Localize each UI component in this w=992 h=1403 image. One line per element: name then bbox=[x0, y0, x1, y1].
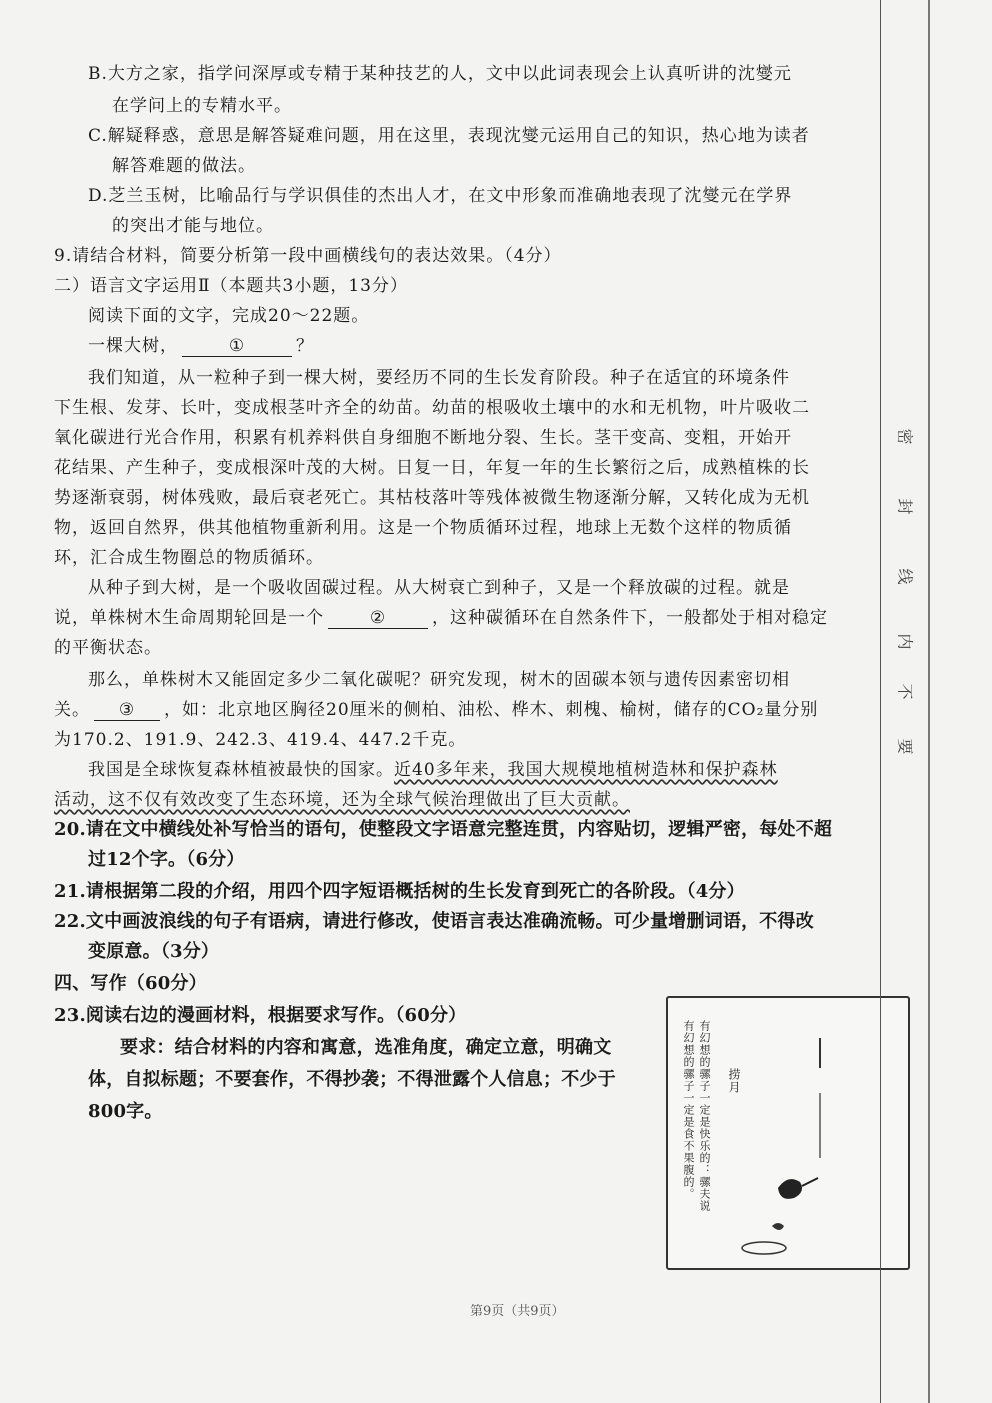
p4-line2-wavy: 活动，这不仅有效改变了生态环境，还为全球气候治理做出了巨大贡献。 bbox=[54, 790, 630, 810]
gutter-char-3: 线 bbox=[895, 568, 915, 585]
p2-line2-text: 说，单株树木生命周期轮回是一个 bbox=[54, 608, 324, 628]
option-d-line2: 的突出才能与地位。 bbox=[112, 216, 274, 236]
section-2-intro: 阅读下面的文字，完成20～22题。 bbox=[88, 306, 370, 326]
binding-edge bbox=[928, 0, 930, 1403]
p1-line5: 势逐渐衰弱，树体残败，最后衰老死亡。其枯枝落叶等残体被微生物逐渐分解，又转化成为无机 bbox=[54, 488, 810, 508]
passage-title-text: 一棵大树， bbox=[88, 336, 178, 356]
p1-line2: 下生根、发芽、长叶，变成根茎叶齐全的幼苗。幼苗的根吸收土壤中的水和无机物，叶片吸收二 bbox=[54, 398, 810, 418]
p4-line1 bbox=[88, 758, 778, 782]
cartoon-caption-2: 有幻想的骡子一定是食不果腹的。 bbox=[682, 1020, 695, 1200]
option-c-line2: 解答难题的做法。 bbox=[112, 156, 256, 176]
p1-line3: 氧化碳进行光合作用，积累有机养料供自身细胞不断地分裂、生长。茎干变高、变粗，开始开 bbox=[54, 428, 792, 448]
p4-line1-wavy: 近40多年来，我国大规模地植树造林和保护森林 bbox=[394, 760, 778, 780]
p3-line2-text: 关。 bbox=[54, 700, 90, 720]
passage-title bbox=[88, 334, 314, 358]
option-b-line1: B.大方之家，指学问深厚或专精于某种技艺的人，文中以此词表现会上认真听讲的沈燮元 bbox=[88, 64, 792, 84]
question-21: 21.请根据第二段的介绍，用四个四字短语概括树的生长发育到死亡的各阶段。（4分） bbox=[54, 881, 745, 902]
cartoon-drawing bbox=[668, 998, 908, 1268]
option-b-line2: 在学问上的专精水平。 bbox=[112, 96, 292, 116]
p3-line2-rest: ，如：北京地区胸径20厘米的侧柏、油松、桦木、刺槐、榆树，储存的CO₂量分别 bbox=[164, 700, 819, 720]
p1-line1: 我们知道，从一粒种子到一棵大树，要经历不同的生长发育阶段。种子在适宜的环境条件 bbox=[88, 368, 790, 388]
question-19: 9.请结合材料，简要分析第一段中画横线句的表达效果。（4分） bbox=[54, 246, 562, 266]
section-2-heading: 二）语言文字运用Ⅱ（本题共3小题，13分） bbox=[54, 276, 409, 296]
question-20-line1: 20.请在文中横线处补写恰当的语句，使整段文字语意完整连贯，内容贴切，逻辑严密，每处不超 bbox=[54, 819, 833, 840]
p3-line2 bbox=[54, 698, 818, 722]
passage-title-mark: ？ bbox=[296, 336, 314, 356]
p3-line1: 那么，单株树木又能固定多少二氧化碳呢？研究发现，树木的固碳本领与遗传因素密切相 bbox=[88, 670, 790, 690]
question-22-line2: 变原意。（3分） bbox=[88, 941, 220, 962]
gutter-char-2: 封 bbox=[895, 498, 915, 515]
binding-margin bbox=[880, 0, 931, 1403]
gutter-char-5: 不 bbox=[895, 683, 915, 700]
page-footer: 第9页（共9页） bbox=[470, 1304, 565, 1319]
p2-line2-rest: ，这种碳循环在自然条件下，一般都处于相对稳定 bbox=[432, 608, 828, 628]
p2-line2 bbox=[54, 606, 828, 630]
p1-line6: 物，返回自然界，供其他植物重新利用。这是一个物质循环过程，地球上无数个这样的物质循 bbox=[54, 518, 792, 538]
gutter-char-1: 密 bbox=[895, 428, 915, 445]
question-23: 23.阅读右边的漫画材料，根据要求写作。（60分） bbox=[54, 1005, 467, 1026]
cartoon-author: 捞月 bbox=[727, 1068, 741, 1094]
p2-line1: 从种子到大树，是一个吸收固碳过程。从大树衰亡到种子，又是一个释放碳的过程。就是 bbox=[88, 578, 790, 598]
blank-1: ① bbox=[182, 336, 292, 357]
p2-line3: 的平衡状态。 bbox=[54, 638, 162, 658]
blank-3: ③ bbox=[94, 700, 160, 721]
p1-line7: 环，汇合成生物圈总的物质循环。 bbox=[54, 548, 324, 568]
blank-2: ② bbox=[328, 608, 428, 629]
option-c-line1: C.解疑释惑，意思是解答疑难问题，用在这里，表现沈燮元运用自己的知识，热心地为读者 bbox=[88, 126, 810, 146]
p4-line2 bbox=[54, 788, 630, 812]
section-4-heading: 四、写作（60分） bbox=[54, 973, 207, 994]
question-22-line1: 22.文中画波浪线的句子有语病，请进行修改，使语言表达准确流畅。可少量增删词语，不得改 bbox=[54, 911, 814, 932]
p3-line3: 为170.2、191.9、242.3、419.4、447.2千克。 bbox=[54, 730, 467, 750]
p1-line4: 花结果、产生种子，变成根深叶茂的大树。日复一日，年复一年的生长繁衍之后，成熟植株的长 bbox=[54, 458, 810, 478]
gutter-char-4: 内 bbox=[895, 633, 915, 650]
requirement-line1: 要求：结合材料的内容和寓意，选准角度，确定立意，明确文 bbox=[120, 1037, 612, 1058]
gutter-char-6: 要 bbox=[895, 738, 915, 755]
cartoon-material bbox=[666, 996, 910, 1270]
cartoon-caption-1: 有幻想的骡子一定是快乐的：骡夫说 bbox=[698, 1020, 711, 1212]
requirement-line2: 体，自拟标题；不要套作，不得抄袭；不得泄露个人信息；不少于 bbox=[88, 1069, 616, 1090]
requirement-line3: 800字。 bbox=[88, 1101, 163, 1122]
option-d-line1: D.芝兰玉树，比喻品行与学识俱佳的杰出人才，在文中形象而准确地表现了沈燮元在学界 bbox=[88, 186, 793, 206]
question-20-line2: 过12个字。（6分） bbox=[88, 849, 245, 870]
p4-line1-text: 我国是全球恢复森林植被最快的国家。 bbox=[88, 760, 394, 780]
